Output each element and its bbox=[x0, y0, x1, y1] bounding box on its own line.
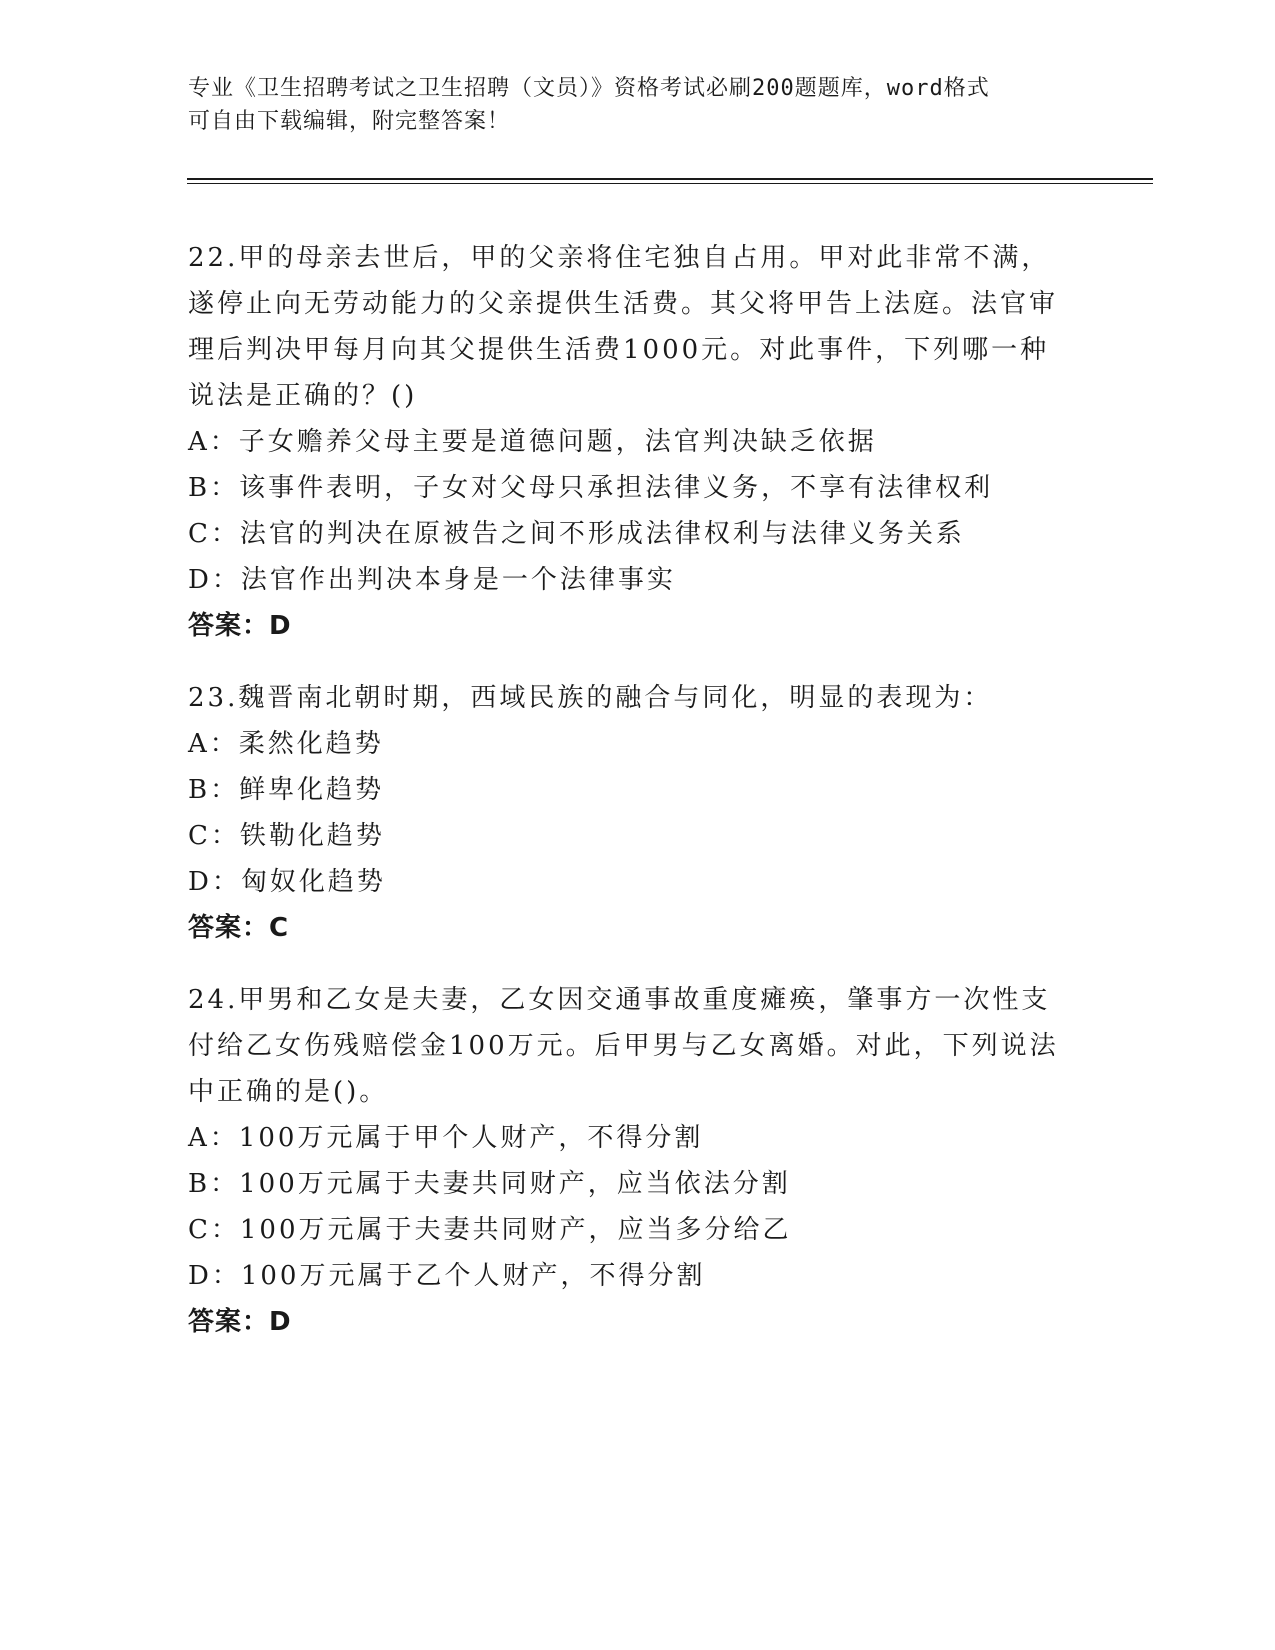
header-divider-thin bbox=[187, 183, 1153, 184]
option-c: C：铁勒化趋势 bbox=[188, 821, 385, 851]
option-b: B：100万元属于夫妻共同财产，应当依法分割 bbox=[188, 1169, 791, 1199]
header-line-1: 专业《卫生招聘考试之卫生招聘（文员）》资格考试必刷200题题库，word格式 bbox=[188, 76, 990, 101]
option-d: D：法官作出判决本身是一个法律事实 bbox=[188, 565, 676, 595]
question-23 bbox=[188, 675, 1088, 951]
option-d: D：100万元属于乙个人财产，不得分割 bbox=[188, 1261, 706, 1291]
question-list bbox=[188, 235, 1088, 1371]
answer: 答案：D bbox=[188, 1307, 292, 1337]
option-b: B：鲜卑化趋势 bbox=[188, 775, 385, 805]
option-a: A：100万元属于甲个人财产，不得分割 bbox=[188, 1123, 704, 1153]
document-header bbox=[188, 72, 1068, 138]
question-24 bbox=[188, 977, 1088, 1345]
question-stem: 22.甲的母亲去世后，甲的父亲将住宅独自占用。甲对此非常不满，遂停止向无劳动能力的父亲提供生活费。其父将甲告上法庭。法官审理后判决甲每月向其父提供生活费1000元。对此事件，下列哪一种说法是正确的？() bbox=[188, 243, 1059, 411]
option-c: C：法官的判决在原被告之间不形成法律权利与法律义务关系 bbox=[188, 519, 965, 549]
answer: 答案：C bbox=[188, 913, 290, 943]
question-stem: 23.魏晋南北朝时期，西域民族的融合与同化，明显的表现为： bbox=[188, 683, 993, 713]
question-22 bbox=[188, 235, 1088, 649]
header-line-2: 可自由下载编辑，附完整答案！ bbox=[188, 109, 511, 134]
answer: 答案：D bbox=[188, 611, 292, 641]
header-divider-thick bbox=[187, 178, 1153, 180]
option-c: C：100万元属于夫妻共同财产，应当多分给乙 bbox=[188, 1215, 792, 1245]
option-a: A：柔然化趋势 bbox=[188, 729, 384, 759]
question-stem: 24.甲男和乙女是夫妻，乙女因交通事故重度瘫痪，肇事方一次性支付给乙女伤残赔偿金100万元。后甲男与乙女离婚。对此，下列说法中正确的是()。 bbox=[188, 985, 1059, 1107]
option-a: A：子女赡养父母主要是道德问题，法官判决缺乏依据 bbox=[188, 427, 877, 457]
option-d: D：匈奴化趋势 bbox=[188, 867, 386, 897]
option-b: B：该事件表明，子女对父母只承担法律义务，不享有法律权利 bbox=[188, 473, 994, 503]
